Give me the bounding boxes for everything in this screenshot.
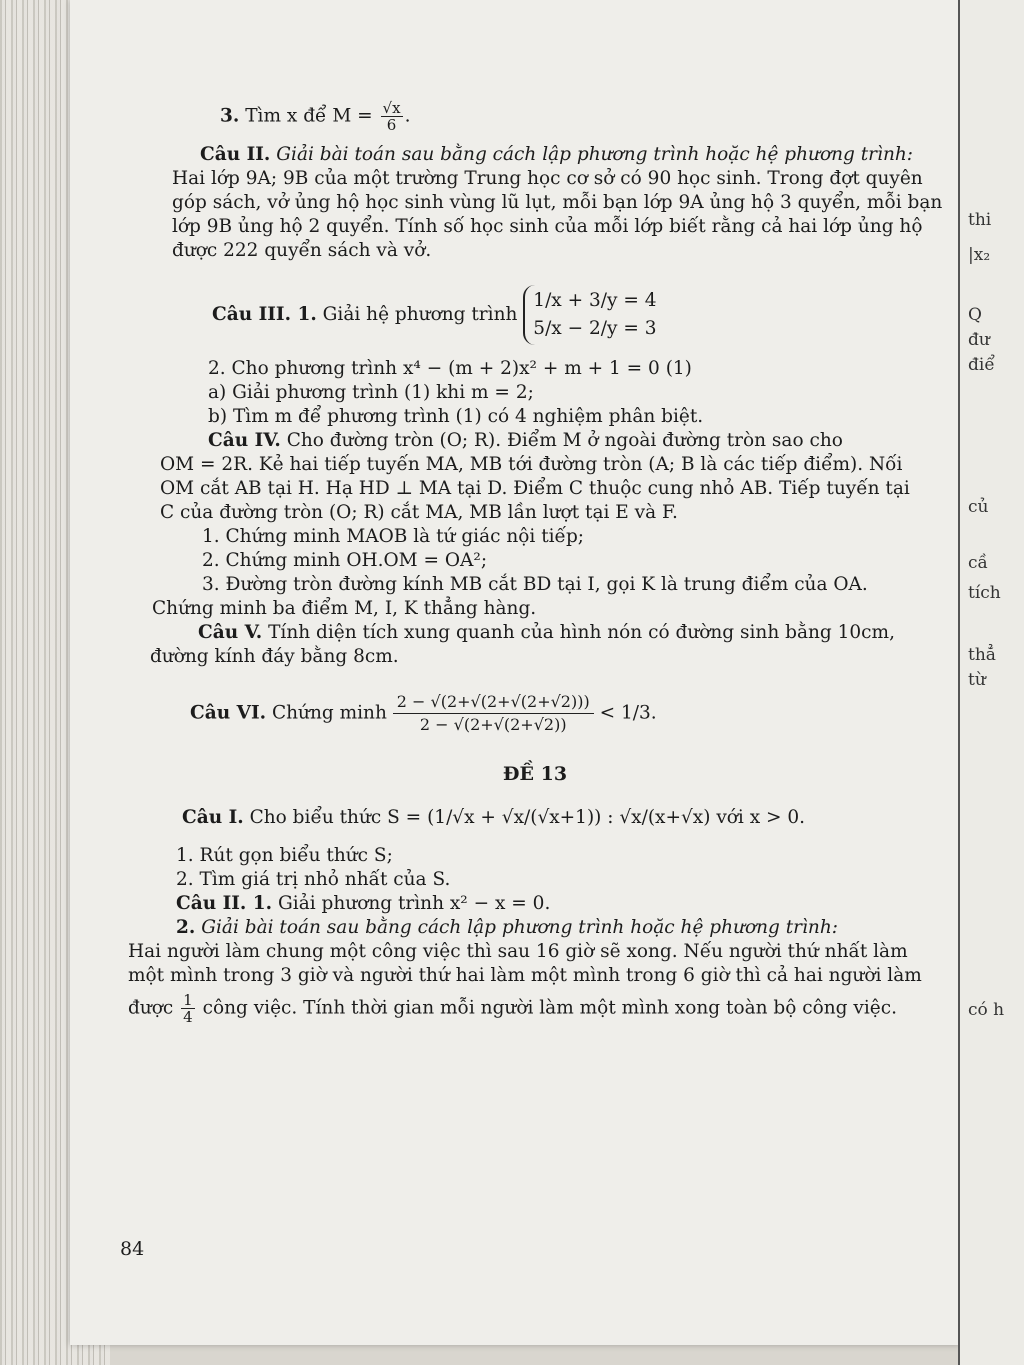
- fragment: có h: [968, 1000, 1005, 1020]
- cau3-2b: b) Tìm m để phương trình (1) có 4 nghiệm phân biệt.: [208, 406, 704, 427]
- cau2-heading: Câu II. Giải bài toán sau bằng cách lập phương trình hoặc hệ phương trình:: [200, 144, 914, 165]
- cau2-line: Hai lớp 9A; 9B của một trường Trung học cơ sở có 90 học sinh. Trong đợt quyên: [172, 168, 923, 189]
- cau4-last: Chứng minh ba điểm M, I, K thẳng hàng.: [152, 598, 537, 619]
- cau4-item: 3. Đường tròn đường kính MB cắt BD tại I, gọi K là trung điểm của OA.: [202, 574, 868, 595]
- fragment: thi: [968, 210, 992, 230]
- cau6: Câu VI. Chứng minh $\frac{2 - √(2+√(2+√(2+√2)))}{2 - √(2+√(2+√2))}$ < 1/3.: [190, 692, 657, 734]
- equation-system: 1/x + 3/y = 4 5/x − 2/y = 3: [523, 285, 656, 345]
- de13-cau2-line: một mình trong 3 giờ và người thứ hai làm một mình trong 6 giờ thì cả hai người làm: [128, 965, 922, 986]
- page-number: 84: [120, 1238, 145, 1260]
- cau4-line: OM cắt AB tại H. Hạ HD ⊥ MA tại D. Điểm C thuộc cung nhỏ AB. Tiếp tuyến tại: [160, 478, 910, 499]
- cau4-heading: Câu IV. Cho đường tròn (O; R). Điểm M ở ngoài đường tròn sao cho: [208, 430, 843, 451]
- cau4-item: 2. Chứng minh OH.OM = OA²;: [202, 550, 488, 571]
- cau3-2: 2. Cho phương trình x⁴ − (m + 2)x² + m + 1 = 0 (1): [208, 358, 692, 379]
- de13-cau1-item: 1. Rút gọn biểu thức S;: [176, 845, 393, 866]
- de13-cau1-item: 2. Tìm giá trị nhỏ nhất của S.: [176, 869, 451, 890]
- fragment: điể: [968, 355, 995, 375]
- fraction: $\frac{√x}{6}$: [382, 99, 401, 134]
- fragment: từ: [968, 670, 986, 690]
- fragment: Q: [968, 305, 982, 325]
- cau2-line: lớp 9B ủng hộ 2 quyển. Tính số học sinh của mỗi lớp biết rằng cả hai lớp ủng hộ: [172, 216, 923, 237]
- fragment: củ: [968, 497, 989, 517]
- right-page-edge: [958, 0, 1024, 1365]
- fragment: thẳ: [968, 645, 996, 665]
- cau3-2a: a) Giải phương trình (1) khi m = 2;: [208, 382, 534, 403]
- cau2-line: được 222 quyển sách và vở.: [172, 240, 432, 261]
- de13-cau2-2: 2. Giải bài toán sau bằng cách lập phương trình hoặc hệ phương trình:: [176, 917, 838, 938]
- nested-radical-fraction: $\frac{2 - √(2+√(2+√(2+√2)))}{2 - √(2+√(2+√2))}$: [393, 691, 594, 736]
- cau5-heading: Câu V. Tính diện tích xung quanh của hình nón có đường sinh bằng 10cm,: [198, 622, 895, 643]
- de13-cau2-line: Hai người làm chung một công việc thì sau 16 giờ sẽ xong. Nếu người thứ nhất làm: [128, 941, 908, 962]
- de13-cau2-1: Câu II. 1. Giải phương trình x² − x = 0.: [176, 893, 551, 914]
- fraction: $\frac{1}{4}$: [183, 991, 193, 1026]
- cau4-line: C của đường tròn (O; R) cắt MA, MB lần lượt tại E và F.: [160, 502, 678, 523]
- page-content: [128, 99, 943, 1026]
- fragment: |x₂: [968, 245, 991, 265]
- cau3-1: Câu III. 1. Giải hệ phương trình 1/x + 3/y = 4 5/x − 2/y = 3: [212, 285, 920, 345]
- fragment: đư: [968, 330, 990, 350]
- cau4-line: OM = 2R. Kẻ hai tiếp tuyến MA, MB tới đường tròn (A; B là các tiếp điểm). Nối: [160, 454, 903, 475]
- cau5-line: đường kính đáy bằng 8cm.: [150, 646, 399, 667]
- exam-heading: ĐỀ 13: [502, 763, 568, 785]
- de13-cau2-last: được $\frac{1}{4}$ công việc. Tính thời gian mỗi người làm một mình xong toàn bộ công việc.: [128, 991, 897, 1026]
- cau2-line: góp sách, vở ủng hộ học sinh vùng lũ lụt, mỗi bạn lớp 9A ủng hộ 3 quyển, mỗi bạn: [172, 192, 943, 213]
- de13-cau1: Câu I. Cho biểu thức S = (1/√x + √x/(√x+1)) : √x/(x+√x) với x > 0.: [182, 807, 806, 828]
- cau4-item: 1. Chứng minh MAOB là tứ giác nội tiếp;: [202, 526, 585, 547]
- fragment: tích: [968, 583, 1001, 603]
- fragment: cầ: [968, 553, 988, 573]
- item-3: 3. Tìm x để M = $\frac{√x}{6}$ .: [220, 99, 411, 134]
